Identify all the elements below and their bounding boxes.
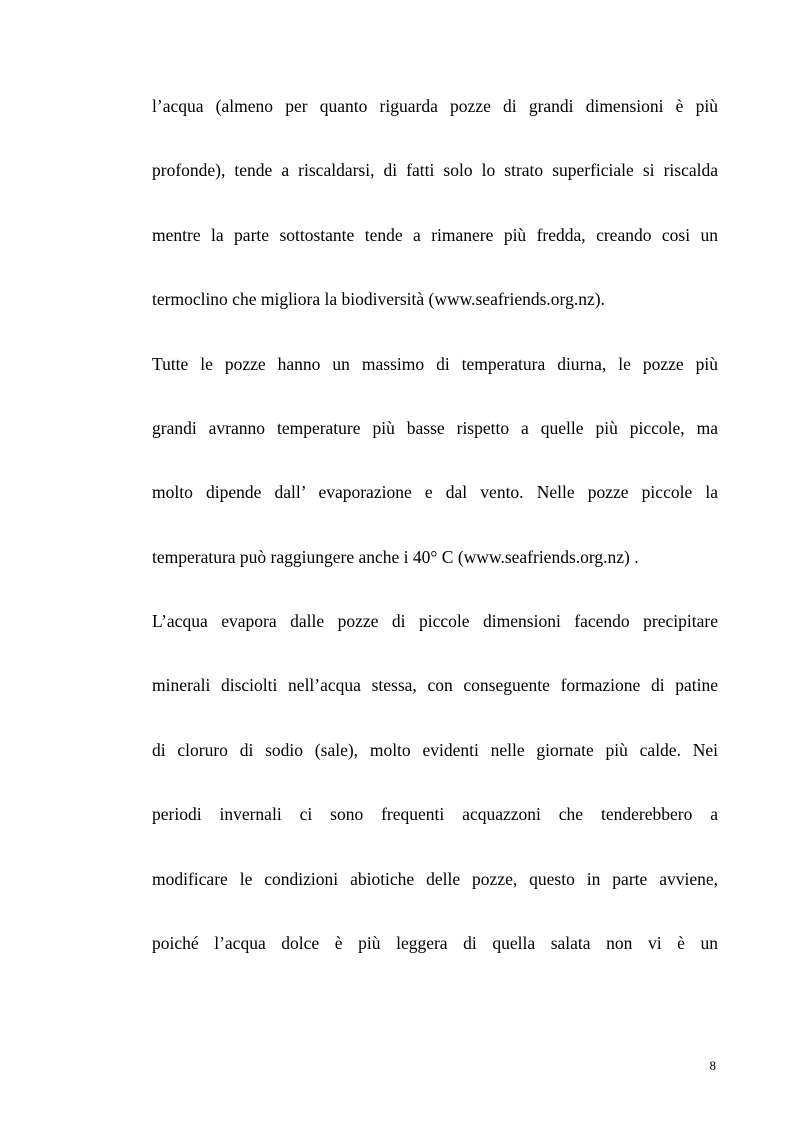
text-line: molto dipende dall’ evaporazione e dal vento. Nelle pozze piccole la (152, 482, 718, 502)
text-line: grandi avranno temperature più basse rispetto a quelle più piccole, ma (152, 418, 718, 438)
text-line: Tutte le pozze hanno un massimo di temperatura diurna, le pozze più (152, 354, 718, 374)
text-line: mentre la parte sottostante tende a rimanere più fredda, creando cosi un (152, 225, 718, 245)
text-line: l’acqua (almeno per quanto riguarda pozze di grandi dimensioni è più (152, 96, 718, 116)
text-line: temperatura può raggiungere anche i 40° C (www.seafriends.org.nz) . (152, 547, 639, 567)
text-line: periodi invernali ci sono frequenti acquazzoni che tenderebbero a (152, 804, 718, 824)
text-line: L’acqua evapora dalle pozze di piccole dimensioni facendo precipitare (152, 611, 718, 631)
text-line: minerali disciolti nell’acqua stessa, con conseguente formazione di patine (152, 675, 718, 695)
text-line: termoclino che migliora la biodiversità (www.seafriends.org.nz). (152, 289, 605, 309)
text-line: di cloruro di sodio (sale), molto evidenti nelle giornate più calde. Nei (152, 740, 718, 760)
text-line: modificare le condizioni abiotiche delle pozze, questo in parte avviene, (152, 869, 718, 889)
page-number: 8 (709, 1058, 716, 1073)
text-line: poiché l’acqua dolce è più leggera di quella salata non vi è un (152, 933, 718, 953)
text-line: profonde), tende a riscaldarsi, di fatti solo lo strato superficiale si riscalda (152, 160, 718, 180)
